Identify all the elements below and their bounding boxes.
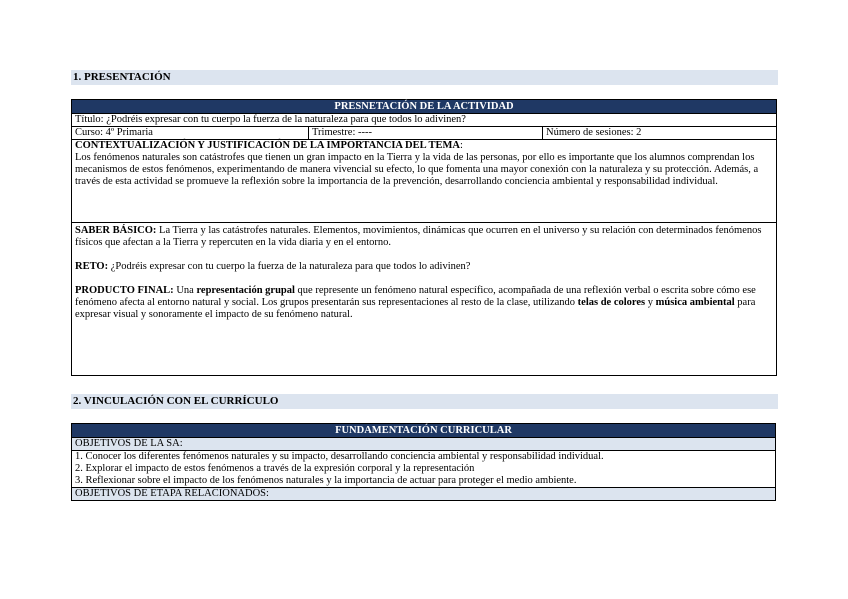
course-cell: Curso: 4º Primaria (72, 127, 309, 140)
reto-text: ¿Podréis expresar con tu cuerpo la fuerza de la naturaleza para que todos lo adivinen? (108, 261, 471, 272)
context-text: Los fenómenos naturales son catástrofes que tienen un gran impacto en la Tierra y la vida de las personas, por ello es importante que los alumnos comprendan los mecanismos de estos fenómenos, experimentando de manera vivencial su efecto, lo que fomenta una mayor conexión con la naturaleza y su protección. Además, a través de esta actividad se promueve la reflexión sobre la importancia de la prevención, desarrollando conciencia ambiental y responsabilidad individual. (75, 152, 759, 187)
presentacion-table (71, 99, 777, 376)
producto-bold-2: telas de colores (577, 297, 646, 308)
curriculo-banner: FUNDAMENTACIÓN CURRICULAR (72, 424, 776, 438)
context-heading: CONTEXTUALIZACIÓN Y JUSTIFICACIÓN DE LA IMPORTANCIA DEL TEMA (75, 140, 460, 151)
context-cell (72, 140, 777, 223)
saber-basico-label: SABER BÁSICO: (75, 225, 157, 236)
objetivos-list (72, 451, 776, 488)
etapa-label: OBJETIVOS DE ETAPA RELACIONADOS: (72, 488, 776, 501)
objetivos-label: OBJETIVOS DE LA SA: (72, 438, 776, 451)
producto-bold-3: música ambiental (655, 297, 735, 308)
reto (75, 261, 773, 273)
producto-final (75, 285, 773, 321)
reto-label: RETO: (75, 261, 109, 272)
producto-text-4: para expresar visual y sonoramente el impacto de su fenómeno natural. (75, 297, 756, 320)
curriculo-table (71, 423, 776, 501)
section-heading-presentacion: 1. PRESENTACIÓN (71, 70, 778, 85)
sessions-cell: Número de sesiones: 2 (543, 127, 777, 140)
details-cell (72, 223, 777, 376)
producto-text-3: y (645, 297, 656, 308)
producto-bold-1: representación grupal (196, 285, 295, 296)
context-colon: : (459, 140, 463, 151)
producto-final-label: PRODUCTO FINAL: (75, 285, 174, 296)
producto-text-1: Una (173, 285, 197, 296)
saber-basico-text: La Tierra y las catástrofes naturales. Elementos, movimientos, dinámicas que ocurren en el universo y su relación con determinados fenómenos físicos que afectan a la Tierra y repercuten en la vida diaria y en el entorno. (75, 225, 762, 248)
saber-basico (75, 225, 773, 249)
objetivo-item: 1. Conocer los diferentes fenómenos naturales y su impacto, desarrollando conciencia ambiental y responsabilidad individual. (75, 451, 604, 462)
producto-text-2: que represente un fenómeno natural específico, acompañada de una reflexión verbal o escrita sobre cómo ese fenómeno afecta al entorno natural y social. Los grupos presentarán sus representaciones al resto de la clase, utilizando (75, 285, 756, 308)
activity-title: Título: ¿Podréis expresar con tu cuerpo la fuerza de la naturaleza para que todos lo adivinen? (72, 114, 777, 127)
trimester-cell: Trimestre: ---- (309, 127, 543, 140)
objetivo-item: 3. Reflexionar sobre el impacto de los fenómenos naturales y la importancia de actuar para proteger el medio ambiente. (75, 475, 577, 486)
objetivo-item: 2. Explorar el impacto de estos fenómenos a través de la expresión corporal y la representación (75, 463, 475, 474)
presentacion-banner: PRESNETACIÓN DE LA ACTIVIDAD (72, 100, 777, 114)
section-heading-curriculo: 2. VINCULACIÓN CON EL CURRÍCULO (71, 394, 778, 409)
